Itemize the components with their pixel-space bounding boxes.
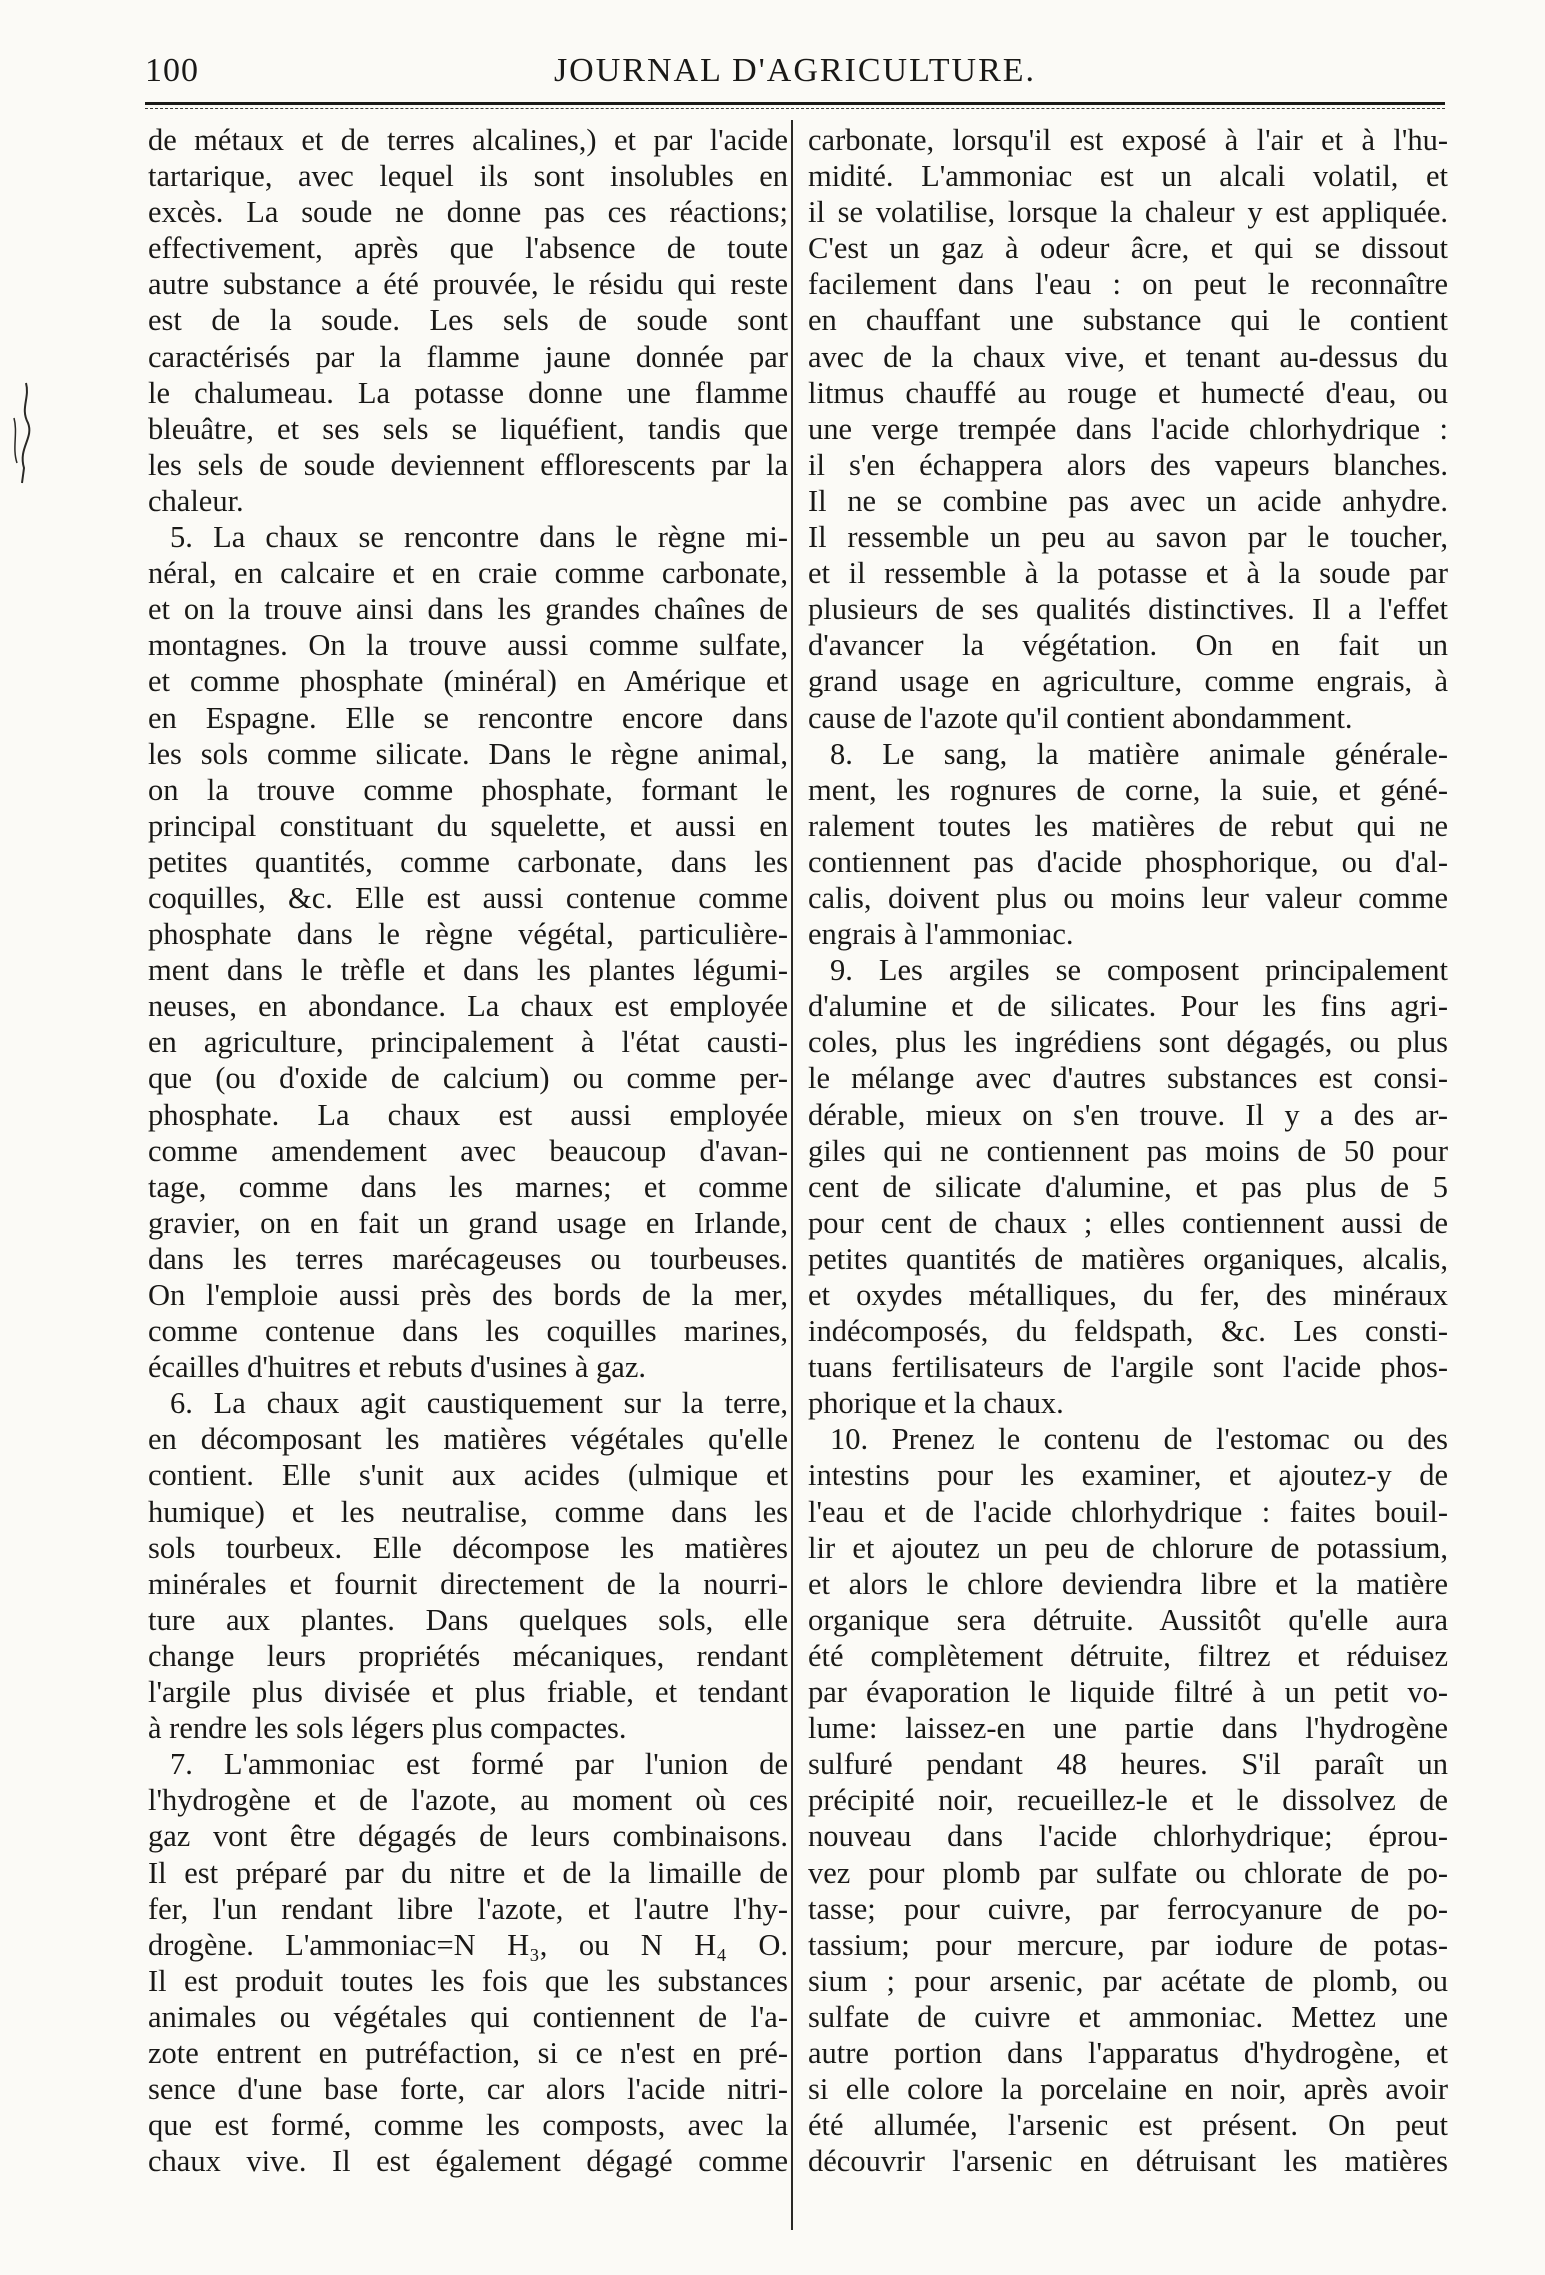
text-line: tage, comme dans les marnes; et comme [148, 1169, 788, 1204]
text-line: on la trouve comme phosphate, formant le [148, 772, 788, 807]
text-line: que est formé, comme les composts, avec la [148, 2108, 788, 2143]
text-line: sence d'une base forte, car alors l'acide nitri- [148, 2072, 788, 2107]
text-line: et alors le chlore deviendra libre et la matière [808, 1566, 1448, 1601]
text-line: en Espagne. Elle se rencontre encore dans [148, 700, 788, 735]
text-line: On l'emploie aussi près des bords de la mer, [148, 1278, 788, 1312]
text-line: 10. Prenez le contenu de l'estomac ou des [830, 1422, 1448, 1457]
text-line: été complètement détruite, filtrez et réduisez [808, 1638, 1448, 1673]
text-line: lir et ajoutez un peu de chlorure de potassium, [808, 1530, 1448, 1565]
text-line: à rendre les sols légers plus compactes. [148, 1711, 627, 1746]
text-line: intestins pour les examiner, et ajoutez-y de [808, 1458, 1448, 1493]
text-line: phosphate. La chaux est aussi employée [148, 1097, 788, 1132]
text-line: nouveau dans l'acide chlorhydrique; éprou- [808, 1819, 1448, 1854]
text-line: pour cent de chaux ; elles contiennent aussi de [808, 1205, 1448, 1240]
journal-title: JOURNAL D'AGRICULTURE. [553, 52, 1037, 89]
text-line: ralement toutes les matières de rebut qui ne [808, 808, 1448, 843]
text-line: et il ressemble à la potasse et à la soude par [808, 556, 1448, 591]
text-line: précipité noir, recueillez-le et le dissolvez de [808, 1783, 1448, 1818]
text-line: chaleur. [148, 483, 244, 518]
text-line: petites quantités, comme carbonate, dans les [148, 844, 788, 879]
text-line: le mélange avec d'autres substances est consi- [808, 1061, 1448, 1096]
text-line: phosphate dans le règne végétal, particulière- [148, 917, 788, 952]
text-line: néral, en calcaire et en craie comme carbonate, [148, 556, 788, 591]
text-line: animales ou végétales qui contiennent de l'a- [148, 1999, 788, 2034]
text-line: 5. La chaux se rencontre dans le règne mi- [170, 520, 788, 555]
text-line: été allumée, l'arsenic est présent. On peut [808, 2108, 1448, 2143]
text-line: organique sera détruite. Aussitôt qu'elle aura [808, 1602, 1448, 1637]
text-line: tasse; pour cuivre, par ferrocyanure de po- [808, 1891, 1448, 1926]
text-line: humique) et les neutralise, comme dans les [148, 1494, 788, 1529]
text-line: contient. Elle s'unit aux acides (ulmique et [148, 1458, 788, 1493]
text-line: neuses, en abondance. La chaux est employée [148, 989, 788, 1024]
text-line: ture aux plantes. Dans quelques sols, elle [148, 1602, 788, 1637]
page-number: 100 [145, 52, 199, 89]
text-line: cause de l'azote qu'il contient abondamment. [808, 700, 1353, 735]
text-line: litmus chauffé au rouge et humecté d'eau, ou [808, 375, 1448, 410]
text-line: calis, doivent plus ou moins leur valeur comme [808, 880, 1448, 915]
text-line: et comme phosphate (minéral) en Amérique et [148, 664, 788, 699]
text-line: et on la trouve ainsi dans les grandes chaînes de [148, 592, 788, 627]
text-line: dérable, mieux on s'en trouve. Il y a des ar- [808, 1097, 1448, 1132]
text-line: tassium; pour mercure, par iodure de potas- [808, 1927, 1448, 1962]
text-line: zote entrent en putréfaction, si ce n'est en pré- [148, 2035, 788, 2070]
text-line: sulfate de cuivre et ammoniac. Mettez une [808, 1999, 1448, 2034]
text-line: avec de la chaux vive, et tenant au-dessus du [808, 339, 1448, 374]
text-line: plusieurs de ses qualités distinctives. Il a l'effet [808, 592, 1448, 627]
text-line: de métaux et de terres alcalines,) et par l'acide [148, 123, 788, 157]
text-line: sols tourbeux. Elle décompose les matières [148, 1530, 788, 1565]
text-line: gaz vont être dégagés de leurs combinaisons. [148, 1819, 788, 1854]
text-line: fer, l'un rendant libre l'azote, et l'autre l'hy- [148, 1891, 788, 1926]
text-line: Il ne se combine pas avec un acide anhydre. [808, 483, 1448, 518]
right-column [808, 122, 1448, 2179]
text-line: en décomposant les matières végétales qu'elle [148, 1422, 788, 1457]
text-line: carbonate, lorsqu'il est exposé à l'air et à l'hu- [808, 123, 1448, 157]
text-line: d'avancer la végétation. On en fait un [808, 628, 1448, 663]
text-line: les sels de soude deviennent efflorescents par la [148, 447, 788, 482]
text-line: comme contenue dans les coquilles marines, [148, 1314, 788, 1349]
text-line: comme amendement avec beaucoup d'avan- [148, 1133, 788, 1168]
text-line: facilement dans l'eau : on peut le reconnaître [808, 267, 1448, 302]
margin-ink-mark [8, 378, 38, 488]
text-line: phorique et la chaux. [808, 1386, 1064, 1421]
text-line: d'alumine et de silicates. Pour les fins agri- [808, 989, 1448, 1024]
text-line: Il est produit toutes les fois que les substances [148, 1963, 788, 1998]
text-line: minérales et fournit directement de la nourri- [148, 1566, 788, 1601]
text-line: 9. Les argiles se composent principalement [830, 953, 1448, 988]
text-line: gravier, on en fait un grand usage en Irlande, [148, 1205, 788, 1240]
text-line: que (ou d'oxide de calcium) ou comme per- [148, 1061, 788, 1096]
text-line: il s'en échappera alors des vapeurs blanches. [808, 447, 1448, 482]
text-line: effectivement, après que l'absence de toute [148, 231, 788, 266]
text-line: le chalumeau. La potasse donne une flamme [148, 375, 788, 410]
text-line: ment dans le trèfle et dans les plantes légumi- [148, 953, 788, 988]
text-line: contiennent pas d'acide phosphorique, ou d'al- [808, 844, 1448, 879]
text-line: il se volatilise, lorsque la chaleur y est appliquée. [808, 195, 1448, 230]
text-line: coles, plus les ingrédiens sont dégagés, ou plus [808, 1025, 1448, 1060]
text-line: Il ressemble un peu au savon par le toucher, [808, 520, 1448, 555]
text-line: coquilles, &c. Elle est aussi contenue comme [148, 880, 788, 915]
text-line: midité. L'ammoniac est un alcali volatil, et [808, 159, 1448, 194]
text-line: vez pour plomb par sulfate ou chlorate de po- [808, 1855, 1448, 1890]
text-line: en agriculture, principalement à l'état causti- [148, 1025, 788, 1060]
column-divider [791, 120, 793, 2230]
text-line: 8. Le sang, la matière animale générale- [830, 736, 1448, 771]
text-line: est de la soude. Les sels de soude sont [148, 303, 788, 338]
left-column [148, 122, 788, 2179]
page-header [145, 48, 1445, 98]
text-line: 6. La chaux agit caustiquement sur la terre, [170, 1386, 788, 1421]
text-line: Il est préparé par du nitre et de la limaille de [148, 1855, 788, 1890]
text-line: l'eau et de l'acide chlorhydrique : faites bouil- [808, 1494, 1448, 1529]
text-line: C'est un gaz à odeur âcre, et qui se dissout [808, 231, 1448, 266]
text-line: autre portion dans l'apparatus d'hydrogène, et [808, 2035, 1448, 2070]
text-line: une verge trempée dans l'acide chlorhydrique : [808, 411, 1448, 446]
text-line: l'argile plus divisée et plus friable, et tendant [148, 1675, 788, 1710]
text-line: sium ; pour arsenic, par acétate de plomb, ou [808, 1963, 1448, 1998]
text-line: grand usage en agriculture, comme engrais, à [808, 664, 1448, 699]
text-line: tuans fertilisateurs de l'argile sont l'acide phos- [808, 1350, 1448, 1385]
text-line: si elle colore la porcelaine en noir, après avoir [808, 2072, 1448, 2107]
text-line: drogène. L'ammoniac=N H₃, ou N H₄ O. [148, 1927, 788, 1962]
text-line: bleuâtre, et ses sels se liquéfient, tandis que [148, 411, 788, 446]
text-line: petites quantités de matières organiques, alcalis, [808, 1241, 1448, 1276]
text-line: l'hydrogène et de l'azote, au moment où ces [148, 1783, 788, 1818]
text-line: autre substance a été prouvée, le résidu qui reste [148, 267, 788, 302]
text-line: et oxydes métalliques, du fer, des minéraux [808, 1278, 1448, 1312]
text-line: dans les terres marécageuses ou tourbeuses. [148, 1241, 788, 1276]
text-line: 7. L'ammoniac est formé par l'union de [170, 1747, 788, 1782]
text-line: chaux vive. Il est également dégagé comme [148, 2144, 788, 2179]
text-line: montagnes. On la trouve aussi comme sulfate, [148, 628, 788, 663]
text-line: indécomposés, du feldspath, &c. Les consti- [808, 1314, 1448, 1349]
text-line: cent de silicate d'alumine, et pas plus de 5 [808, 1169, 1448, 1204]
text-line: principal constituant du squelette, et aussi en [148, 808, 788, 843]
text-line: excès. La soude ne donne pas ces réactions; [148, 195, 788, 230]
text-line: change leurs propriétés mécaniques, rendant [148, 1638, 788, 1673]
text-line: en chauffant une substance qui le contient [808, 303, 1448, 338]
text-line: sulfuré pendant 48 heures. S'il paraît un [808, 1747, 1448, 1782]
text-line: les sols comme silicate. Dans le règne animal, [148, 736, 788, 771]
header-rule-dashed [145, 108, 1445, 109]
text-line: engrais à l'ammoniac. [808, 917, 1074, 952]
text-line: ment, les rognures de corne, la suie, et géné- [808, 772, 1448, 807]
text-line: caractérisés par la flamme jaune donnée par [148, 339, 788, 374]
text-line: écailles d'huitres et rebuts d'usines à gaz. [148, 1350, 646, 1385]
text-line: giles qui ne contiennent pas moins de 50 pour [808, 1133, 1448, 1168]
text-line: tartarique, avec lequel ils sont insolubles en [148, 159, 788, 194]
text-line: lume: laissez-en une partie dans l'hydrogène [808, 1711, 1448, 1746]
text-line: découvrir l'arsenic en détruisant les matières [808, 2144, 1448, 2179]
text-line: par évaporation le liquide filtré à un petit vo- [808, 1675, 1448, 1710]
header-rule [145, 102, 1445, 105]
